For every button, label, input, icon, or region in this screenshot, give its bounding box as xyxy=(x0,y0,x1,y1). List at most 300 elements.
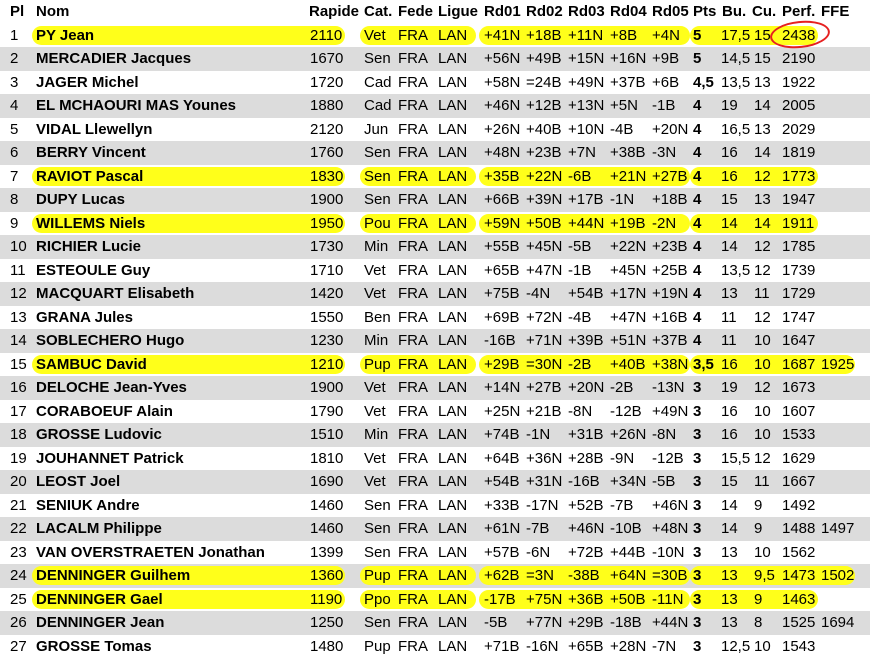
cell-cu: 11 xyxy=(754,470,770,494)
cell-rd03: +13N xyxy=(568,94,604,118)
cell-fede: FRA xyxy=(398,47,428,71)
cell-cat: Vet xyxy=(364,447,386,471)
cell-rapide: 1420 xyxy=(310,282,343,306)
cell-pl: 19 xyxy=(10,447,27,471)
cell-fede: FRA xyxy=(398,24,428,48)
cell-bu: 11 xyxy=(721,329,737,353)
header-rd05: Rd05 xyxy=(652,0,689,24)
cell-rapide: 1480 xyxy=(310,635,343,658)
cell-nom: SENIUK Andre xyxy=(36,494,140,518)
cell-rd04: +22N xyxy=(610,235,646,259)
cell-fede: FRA xyxy=(398,353,428,377)
cell-rd05: +18B xyxy=(652,188,687,212)
cell-rd04: -9N xyxy=(610,447,634,471)
header-nom: Nom xyxy=(36,0,69,24)
cell-rd04: +28N xyxy=(610,635,646,658)
cell-cat: Pup xyxy=(364,564,391,588)
cell-rd02: -6N xyxy=(526,541,550,565)
cell-rd03: -38B xyxy=(568,564,600,588)
cell-pl: 20 xyxy=(10,470,27,494)
cell-rd01: +71B xyxy=(484,635,519,658)
table-row xyxy=(0,541,870,565)
cell-pl: 27 xyxy=(10,635,27,658)
cell-pl: 15 xyxy=(10,353,27,377)
cell-ligue: LAN xyxy=(438,212,467,236)
cell-cu: 10 xyxy=(754,400,771,424)
cell-perf: 1525 xyxy=(782,611,815,635)
cell-rd04: -18B xyxy=(610,611,642,635)
cell-nom: MACQUART Elisabeth xyxy=(36,282,194,306)
cell-rd01: +54B xyxy=(484,470,519,494)
cell-pl: 5 xyxy=(10,118,18,142)
cell-pts: 3 xyxy=(693,494,701,518)
cell-nom: DUPY Lucas xyxy=(36,188,125,212)
cell-rd02: +22N xyxy=(526,165,562,189)
cell-ligue: LAN xyxy=(438,423,467,447)
cell-rd04: +34N xyxy=(610,470,646,494)
cell-rd04: +19B xyxy=(610,212,645,236)
cell-fede: FRA xyxy=(398,165,428,189)
cell-ligue: LAN xyxy=(438,611,467,635)
cell-rd03: +10N xyxy=(568,118,604,142)
cell-rd04: +47N xyxy=(610,306,646,330)
cell-rapide: 1510 xyxy=(310,423,343,447)
cell-rd04: -1N xyxy=(610,188,634,212)
cell-rd02: +21B xyxy=(526,400,561,424)
cell-rd02: +12B xyxy=(526,94,561,118)
cell-rapide: 1190 xyxy=(310,588,342,612)
cell-cu: 10 xyxy=(754,329,771,353)
cell-rd02: =3N xyxy=(526,564,554,588)
cell-fede: FRA xyxy=(398,494,428,518)
cell-bu: 19 xyxy=(721,94,738,118)
cell-bu: 17,5 xyxy=(721,24,750,48)
cell-bu: 12,5 xyxy=(721,635,750,658)
cell-rd02: -4N xyxy=(526,282,550,306)
cell-rd05: -12B xyxy=(652,447,684,471)
cell-rd05: +19N xyxy=(652,282,688,306)
cell-pts: 4 xyxy=(693,235,701,259)
cell-bu: 15 xyxy=(721,470,738,494)
cell-nom: PY Jean xyxy=(36,24,94,48)
cell-perf: 1729 xyxy=(782,282,815,306)
cell-perf: 1673 xyxy=(782,376,815,400)
header-bu: Bu. xyxy=(722,0,746,24)
header-pl: Pl xyxy=(10,0,24,24)
cell-bu: 16 xyxy=(721,141,738,165)
cell-cat: Pup xyxy=(364,635,391,658)
cell-rd01: +14N xyxy=(484,376,520,400)
cell-ligue: LAN xyxy=(438,353,467,377)
cell-pts: 3,5 xyxy=(693,353,714,377)
cell-pts: 4 xyxy=(693,165,701,189)
cell-rd05: -3N xyxy=(652,141,676,165)
cell-cat: Cad xyxy=(364,94,392,118)
cell-cat: Vet xyxy=(364,24,386,48)
cell-rd04: +45N xyxy=(610,259,646,283)
cell-ffe: 1497 xyxy=(821,517,854,541)
cell-fede: FRA xyxy=(398,400,428,424)
cell-fede: FRA xyxy=(398,517,428,541)
cell-fede: FRA xyxy=(398,376,428,400)
cell-ligue: LAN xyxy=(438,94,467,118)
cell-rd02: +45N xyxy=(526,235,562,259)
cell-rd02: +49B xyxy=(526,47,561,71)
cell-rd02: -17N xyxy=(526,494,559,518)
cell-rapide: 1460 xyxy=(310,494,343,518)
cell-rd04: -10B xyxy=(610,517,642,541)
cell-pl: 18 xyxy=(10,423,27,447)
cell-rd01: +64B xyxy=(484,447,519,471)
cell-perf: 2438 xyxy=(782,24,815,48)
cell-perf: 1773 xyxy=(782,165,815,189)
cell-rd01: +65B xyxy=(484,259,519,283)
cell-nom: ESTEOULE Guy xyxy=(36,259,150,283)
cell-pl: 24 xyxy=(10,564,27,588)
cell-rd05: -8N xyxy=(652,423,676,447)
cell-bu: 14 xyxy=(721,517,738,541)
table-row xyxy=(0,282,870,306)
cell-cu: 12 xyxy=(754,235,771,259)
cell-cu: 9 xyxy=(754,517,762,541)
cell-cu: 12 xyxy=(754,165,771,189)
cell-cat: Jun xyxy=(364,118,388,142)
cell-rd02: =24B xyxy=(526,71,561,95)
cell-rd02: +36N xyxy=(526,447,562,471)
cell-fede: FRA xyxy=(398,423,428,447)
cell-rd01: +66B xyxy=(484,188,519,212)
cell-cu: 13 xyxy=(754,118,771,142)
cell-rd01: +46N xyxy=(484,94,520,118)
cell-rd05: +44N xyxy=(652,611,688,635)
cell-rd01: +62B xyxy=(484,564,519,588)
cell-cu: 11 xyxy=(754,282,770,306)
cell-rd04: +51N xyxy=(610,329,646,353)
cell-rd01: +26N xyxy=(484,118,520,142)
table-row xyxy=(0,353,870,377)
cell-cat: Pup xyxy=(364,353,391,377)
cell-rd04: -12B xyxy=(610,400,642,424)
table-row xyxy=(0,635,870,658)
cell-ligue: LAN xyxy=(438,588,467,612)
cell-rapide: 1790 xyxy=(310,400,343,424)
cell-cu: 8 xyxy=(754,611,762,635)
cell-rd03: +7N xyxy=(568,141,596,165)
cell-rd04: -7B xyxy=(610,494,633,518)
cell-bu: 16 xyxy=(721,165,738,189)
cell-rd01: +25N xyxy=(484,400,520,424)
cell-rd01: +61N xyxy=(484,517,520,541)
cell-rd02: +72N xyxy=(526,306,562,330)
cell-rd03: +31B xyxy=(568,423,603,447)
cell-rd05: +48N xyxy=(652,517,688,541)
cell-rd05: +9B xyxy=(652,47,679,71)
cell-pl: 13 xyxy=(10,306,27,330)
cell-rd04: +50B xyxy=(610,588,645,612)
header-ligue: Ligue xyxy=(438,0,478,24)
cell-pl: 2 xyxy=(10,47,18,71)
table-row xyxy=(0,165,870,189)
cell-ligue: LAN xyxy=(438,470,467,494)
cell-fede: FRA xyxy=(398,141,428,165)
cell-bu: 13,5 xyxy=(721,259,750,283)
cell-rd01: -5B xyxy=(484,611,507,635)
header-ffe: FFE xyxy=(821,0,849,24)
table-row xyxy=(0,329,870,353)
cell-pts: 3 xyxy=(693,447,701,471)
cell-pl: 12 xyxy=(10,282,27,306)
cell-cu: 12 xyxy=(754,447,771,471)
cell-rd05: =30B xyxy=(652,564,687,588)
cell-pts: 4 xyxy=(693,118,701,142)
cell-fede: FRA xyxy=(398,282,428,306)
cell-rd01: +58N xyxy=(484,71,520,95)
table-body xyxy=(0,24,870,658)
cell-rd03: +17B xyxy=(568,188,603,212)
cell-rd04: +16N xyxy=(610,47,646,71)
cell-nom: RICHIER Lucie xyxy=(36,235,141,259)
cell-fede: FRA xyxy=(398,541,428,565)
table-row xyxy=(0,141,870,165)
cell-rd02: +77N xyxy=(526,611,562,635)
cell-nom: DENNINGER Guilhem xyxy=(36,564,190,588)
cell-perf: 1819 xyxy=(782,141,815,165)
cell-cu: 9,5 xyxy=(754,564,775,588)
cell-cu: 13 xyxy=(754,71,771,95)
cell-perf: 1488 xyxy=(782,517,815,541)
cell-rd04: +5N xyxy=(610,94,638,118)
cell-rd05: -11N xyxy=(652,588,683,612)
cell-rd03: +52B xyxy=(568,494,603,518)
cell-cu: 9 xyxy=(754,588,762,612)
table-row xyxy=(0,24,870,48)
cell-rd04: +8B xyxy=(610,24,637,48)
table-row xyxy=(0,588,870,612)
cell-nom: SOBLECHERO Hugo xyxy=(36,329,184,353)
cell-rd03: -2B xyxy=(568,353,591,377)
cell-perf: 1922 xyxy=(782,71,815,95)
cell-pl: 4 xyxy=(10,94,18,118)
cell-perf: 2029 xyxy=(782,118,815,142)
cell-rapide: 1230 xyxy=(310,329,343,353)
cell-fede: FRA xyxy=(398,447,428,471)
cell-fede: FRA xyxy=(398,118,428,142)
cell-rd02: +47N xyxy=(526,259,562,283)
cell-bu: 16,5 xyxy=(721,118,750,142)
cell-cat: Vet xyxy=(364,282,386,306)
table-row xyxy=(0,71,870,95)
cell-rd03: +54B xyxy=(568,282,603,306)
cell-rd03: +28B xyxy=(568,447,603,471)
cell-cat: Sen xyxy=(364,165,391,189)
cell-perf: 1739 xyxy=(782,259,815,283)
cell-rd05: +4N xyxy=(652,24,680,48)
cell-cu: 10 xyxy=(754,541,771,565)
cell-rd02: +40B xyxy=(526,118,561,142)
cell-rd03: +65B xyxy=(568,635,603,658)
cell-pts: 4 xyxy=(693,212,701,236)
header-rd01: Rd01 xyxy=(484,0,521,24)
cell-ligue: LAN xyxy=(438,306,467,330)
cell-perf: 1463 xyxy=(782,588,815,612)
cell-rd03: +46N xyxy=(568,517,604,541)
cell-rd04: +64N xyxy=(610,564,646,588)
cell-fede: FRA xyxy=(398,94,428,118)
cell-cu: 10 xyxy=(754,423,771,447)
cell-ligue: LAN xyxy=(438,635,467,658)
cell-rd03: +15N xyxy=(568,47,604,71)
cell-rd05: +49N xyxy=(652,400,688,424)
cell-pts: 3 xyxy=(693,470,701,494)
cell-ligue: LAN xyxy=(438,118,467,142)
cell-rapide: 1210 xyxy=(310,353,343,377)
cell-rd05: -13N xyxy=(652,376,685,400)
cell-nom: CORABOEUF Alain xyxy=(36,400,173,424)
cell-ligue: LAN xyxy=(438,541,467,565)
cell-rd04: +44B xyxy=(610,541,645,565)
table-row xyxy=(0,494,870,518)
cell-fede: FRA xyxy=(398,188,428,212)
cell-bu: 13 xyxy=(721,541,738,565)
cell-perf: 1607 xyxy=(782,400,815,424)
cell-cat: Ben xyxy=(364,306,391,330)
cell-rd05: +23B xyxy=(652,235,687,259)
table-row xyxy=(0,447,870,471)
table-row xyxy=(0,400,870,424)
table-row xyxy=(0,212,870,236)
cell-ligue: LAN xyxy=(438,494,467,518)
cell-rapide: 2110 xyxy=(310,24,342,48)
cell-fede: FRA xyxy=(398,235,428,259)
cell-cu: 14 xyxy=(754,212,771,236)
cell-rd03: +20N xyxy=(568,376,604,400)
cell-rd05: +16B xyxy=(652,306,687,330)
cell-fede: FRA xyxy=(398,212,428,236)
cell-bu: 14 xyxy=(721,494,738,518)
cell-pl: 8 xyxy=(10,188,18,212)
cell-rapide: 2120 xyxy=(310,118,343,142)
cell-perf: 1947 xyxy=(782,188,815,212)
cell-nom: JOUHANNET Patrick xyxy=(36,447,184,471)
cell-rd04: -4B xyxy=(610,118,633,142)
cell-rd02: -1N xyxy=(526,423,550,447)
cell-cu: 10 xyxy=(754,353,771,377)
cell-rd03: +39B xyxy=(568,329,603,353)
cell-pts: 3 xyxy=(693,611,701,635)
cell-ligue: LAN xyxy=(438,165,467,189)
cell-bu: 14 xyxy=(721,235,738,259)
cell-rd01: +75B xyxy=(484,282,519,306)
cell-nom: GRANA Jules xyxy=(36,306,133,330)
table-row xyxy=(0,423,870,447)
cell-ligue: LAN xyxy=(438,47,467,71)
cell-rd04: +17N xyxy=(610,282,646,306)
cell-rapide: 1360 xyxy=(310,564,343,588)
cell-pts: 3 xyxy=(693,376,701,400)
cell-cat: Sen xyxy=(364,541,391,565)
cell-perf: 2190 xyxy=(782,47,815,71)
cell-rapide: 1900 xyxy=(310,376,343,400)
cell-pts: 3 xyxy=(693,400,701,424)
cell-nom: MERCADIER Jacques xyxy=(36,47,191,71)
cell-rd02: +23B xyxy=(526,141,561,165)
cell-rd02: +18B xyxy=(526,24,561,48)
cell-rd05: -1B xyxy=(652,94,675,118)
cell-cat: Pou xyxy=(364,212,391,236)
cell-rd05: -5B xyxy=(652,470,675,494)
cell-ligue: LAN xyxy=(438,447,467,471)
cell-ligue: LAN xyxy=(438,517,467,541)
cell-rapide: 1460 xyxy=(310,517,343,541)
cell-fede: FRA xyxy=(398,635,428,658)
cell-rapide: 1760 xyxy=(310,141,343,165)
cell-rd05: +46N xyxy=(652,494,688,518)
cell-rd01: -17B xyxy=(484,588,516,612)
cell-rd04: +21N xyxy=(610,165,646,189)
cell-fede: FRA xyxy=(398,306,428,330)
cell-cu: 12 xyxy=(754,376,771,400)
cell-rapide: 1690 xyxy=(310,470,343,494)
table-header-row xyxy=(0,0,870,24)
cell-pl: 16 xyxy=(10,376,27,400)
table-row xyxy=(0,376,870,400)
cell-rd05: +6B xyxy=(652,71,679,95)
cell-rd02: -16N xyxy=(526,635,559,658)
cell-pl: 14 xyxy=(10,329,27,353)
table-row xyxy=(0,306,870,330)
cell-nom: VAN OVERSTRAETEN Jonathan xyxy=(36,541,265,565)
cell-ligue: LAN xyxy=(438,141,467,165)
cell-cat: Sen xyxy=(364,47,391,71)
cell-rapide: 1730 xyxy=(310,235,343,259)
cell-pts: 4 xyxy=(693,94,701,118)
cell-pl: 21 xyxy=(10,494,27,518)
table-row xyxy=(0,47,870,71)
cell-rd01: +33B xyxy=(484,494,519,518)
header-pts: Pts xyxy=(693,0,716,24)
table-row xyxy=(0,517,870,541)
cell-rapide: 1550 xyxy=(310,306,343,330)
cell-cat: Sen xyxy=(364,188,391,212)
cell-cat: Sen xyxy=(364,141,391,165)
header-rd03: Rd03 xyxy=(568,0,605,24)
cell-pl: 1 xyxy=(10,24,18,48)
cell-rd01: +69B xyxy=(484,306,519,330)
cell-rd05: -10N xyxy=(652,541,685,565)
cell-rd05: +38N xyxy=(652,353,688,377)
cell-pl: 23 xyxy=(10,541,27,565)
cell-rapide: 1810 xyxy=(310,447,343,471)
table-row xyxy=(0,188,870,212)
cell-cat: Ppo xyxy=(364,588,391,612)
cell-rapide: 1900 xyxy=(310,188,343,212)
cell-cu: 15 xyxy=(754,24,771,48)
header-perf: Perf. xyxy=(782,0,815,24)
cell-ligue: LAN xyxy=(438,24,467,48)
cell-rd03: +49N xyxy=(568,71,604,95)
cell-bu: 11 xyxy=(721,306,737,330)
cell-perf: 1747 xyxy=(782,306,815,330)
cell-rd02: =30N xyxy=(526,353,562,377)
cell-rd03: +44N xyxy=(568,212,604,236)
cell-perf: 1687 xyxy=(782,353,815,377)
table-row xyxy=(0,564,870,588)
cell-pts: 3 xyxy=(693,541,701,565)
cell-pl: 7 xyxy=(10,165,18,189)
table-row xyxy=(0,235,870,259)
cell-pl: 6 xyxy=(10,141,18,165)
cell-pl: 26 xyxy=(10,611,27,635)
